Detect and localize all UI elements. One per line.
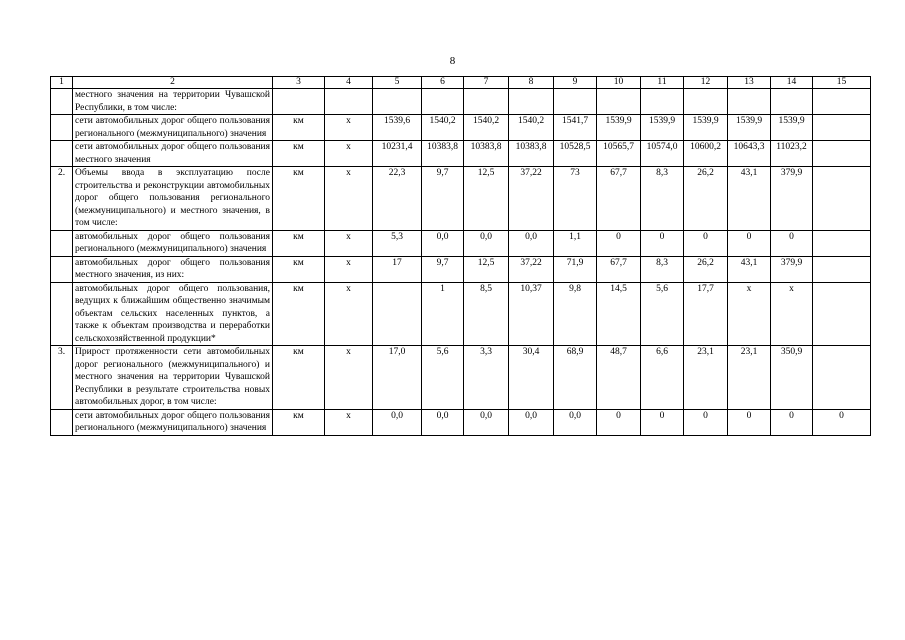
- year-value-cell: 1539,9: [684, 115, 728, 141]
- base-value-cell: х: [325, 256, 373, 282]
- year-value-cell: 0: [728, 230, 771, 256]
- year-value-cell: 5,6: [641, 282, 684, 346]
- column-number-header: 10: [597, 77, 641, 89]
- year-value-cell: [813, 167, 871, 231]
- year-value-cell: 12,5: [464, 167, 509, 231]
- year-value-cell: 5,6: [422, 346, 464, 410]
- table-row: [51, 115, 871, 141]
- year-value-cell: [509, 89, 554, 115]
- indicator-name: Прирост протяженности сети автомобильных дорог регионального (межмуниципального) и местного значения на территории Чувашской Республики в результате строительства новых автомобильных дорог, в том числе:: [73, 346, 273, 410]
- unit-cell: км: [273, 141, 325, 167]
- year-value-cell: 17,0: [373, 346, 422, 410]
- year-value-cell: 11023,2: [771, 141, 813, 167]
- table-row: [51, 141, 871, 167]
- year-value-cell: 1540,2: [422, 115, 464, 141]
- column-number-header: 8: [509, 77, 554, 89]
- row-number: [51, 282, 73, 346]
- year-value-cell: [813, 346, 871, 410]
- base-value-cell: х: [325, 409, 373, 435]
- year-value-cell: [554, 89, 597, 115]
- indicator-name: местного значения на территории Чувашской Республики, в том числе:: [73, 89, 273, 115]
- table-row: [51, 89, 871, 115]
- year-value-cell: 1: [422, 282, 464, 346]
- year-value-cell: 9,8: [554, 282, 597, 346]
- year-value-cell: [684, 89, 728, 115]
- year-value-cell: 30,4: [509, 346, 554, 410]
- year-value-cell: 10565,7: [597, 141, 641, 167]
- base-value-cell: х: [325, 167, 373, 231]
- indicator-name: автомобильных дорог общего пользования, ведущих к ближайшим общественно значимым объектам сельских населенных пунктов, а также к объектам производства и переработки сельскохозяйственной продукции*: [73, 282, 273, 346]
- year-value-cell: [813, 141, 871, 167]
- indicator-name: автомобильных дорог общего пользования местного значения, из них:: [73, 256, 273, 282]
- row-number: [51, 256, 73, 282]
- column-number-header: 9: [554, 77, 597, 89]
- base-value-cell: х: [325, 282, 373, 346]
- year-value-cell: х: [728, 282, 771, 346]
- year-value-cell: 3,3: [464, 346, 509, 410]
- year-value-cell: 12,5: [464, 256, 509, 282]
- year-value-cell: 5,3: [373, 230, 422, 256]
- year-value-cell: 0,0: [509, 230, 554, 256]
- year-value-cell: [597, 89, 641, 115]
- year-value-cell: 10643,3: [728, 141, 771, 167]
- table-row: [51, 256, 871, 282]
- year-value-cell: 0: [813, 409, 871, 435]
- base-value-cell: х: [325, 230, 373, 256]
- year-value-cell: 67,7: [597, 167, 641, 231]
- column-number-header: 1: [51, 77, 73, 89]
- year-value-cell: 1539,9: [641, 115, 684, 141]
- year-value-cell: 0,0: [373, 409, 422, 435]
- page-number: 8: [449, 55, 456, 67]
- table-row: [51, 230, 871, 256]
- base-value-cell: х: [325, 115, 373, 141]
- year-value-cell: 0: [641, 409, 684, 435]
- unit-cell: км: [273, 409, 325, 435]
- year-value-cell: 37,22: [509, 167, 554, 231]
- column-number-header: 5: [373, 77, 422, 89]
- year-value-cell: 10600,2: [684, 141, 728, 167]
- year-value-cell: 0: [641, 230, 684, 256]
- indicator-name: сети автомобильных дорог общего пользования регионального (межмуниципального) значения: [73, 409, 273, 435]
- year-value-cell: 8,3: [641, 167, 684, 231]
- year-value-cell: 26,2: [684, 167, 728, 231]
- row-number: 3.: [51, 346, 73, 410]
- year-value-cell: 0: [597, 230, 641, 256]
- year-value-cell: 8,3: [641, 256, 684, 282]
- year-value-cell: 0,0: [509, 409, 554, 435]
- column-number-header: 15: [813, 77, 871, 89]
- year-value-cell: 10383,8: [422, 141, 464, 167]
- year-value-cell: [813, 115, 871, 141]
- year-value-cell: 73: [554, 167, 597, 231]
- year-value-cell: [813, 256, 871, 282]
- unit-cell: км: [273, 115, 325, 141]
- year-value-cell: 23,1: [684, 346, 728, 410]
- year-value-cell: 1539,6: [373, 115, 422, 141]
- unit-cell: [273, 89, 325, 115]
- unit-cell: км: [273, 282, 325, 346]
- year-value-cell: 379,9: [771, 167, 813, 231]
- year-value-cell: 14,5: [597, 282, 641, 346]
- year-value-cell: 17,7: [684, 282, 728, 346]
- column-number-header: 13: [728, 77, 771, 89]
- indicator-name: сети автомобильных дорог общего пользования регионального (межмуниципального) значения: [73, 115, 273, 141]
- year-value-cell: 1539,9: [728, 115, 771, 141]
- base-value-cell: х: [325, 141, 373, 167]
- year-value-cell: 10,37: [509, 282, 554, 346]
- year-value-cell: 10231,4: [373, 141, 422, 167]
- indicator-name: Объемы ввода в эксплуатацию после строительства и реконструкции автомобильных дорог общего пользования регионального (межмуниципального) и местного значения, в том числе:: [73, 167, 273, 231]
- base-value-cell: [325, 89, 373, 115]
- column-number-header: 14: [771, 77, 813, 89]
- year-value-cell: 43,1: [728, 256, 771, 282]
- row-number: [51, 230, 73, 256]
- base-value-cell: х: [325, 346, 373, 410]
- year-value-cell: 1541,7: [554, 115, 597, 141]
- indicator-name: сети автомобильных дорог общего пользования местного значения: [73, 141, 273, 167]
- row-number: [51, 115, 73, 141]
- year-value-cell: 1,1: [554, 230, 597, 256]
- year-value-cell: [813, 230, 871, 256]
- column-number-header: 12: [684, 77, 728, 89]
- year-value-cell: 17: [373, 256, 422, 282]
- column-number-header: 4: [325, 77, 373, 89]
- unit-cell: км: [273, 230, 325, 256]
- year-value-cell: [813, 89, 871, 115]
- year-value-cell: 23,1: [728, 346, 771, 410]
- year-value-cell: 350,9: [771, 346, 813, 410]
- year-value-cell: 22,3: [373, 167, 422, 231]
- unit-cell: км: [273, 346, 325, 410]
- year-value-cell: [373, 89, 422, 115]
- column-number-header: 7: [464, 77, 509, 89]
- column-number-header: 11: [641, 77, 684, 89]
- year-value-cell: 6,6: [641, 346, 684, 410]
- row-number: 2.: [51, 167, 73, 231]
- table-row: [51, 282, 871, 346]
- column-number-header: 3: [273, 77, 325, 89]
- year-value-cell: [464, 89, 509, 115]
- row-number: [51, 409, 73, 435]
- unit-cell: км: [273, 256, 325, 282]
- year-value-cell: 68,9: [554, 346, 597, 410]
- year-value-cell: 9,7: [422, 256, 464, 282]
- year-value-cell: 0: [684, 230, 728, 256]
- year-value-cell: 1540,2: [464, 115, 509, 141]
- year-value-cell: 48,7: [597, 346, 641, 410]
- year-value-cell: 43,1: [728, 167, 771, 231]
- unit-cell: км: [273, 167, 325, 231]
- year-value-cell: 1540,2: [509, 115, 554, 141]
- year-value-cell: 9,7: [422, 167, 464, 231]
- year-value-cell: 0: [728, 409, 771, 435]
- year-value-cell: 0: [597, 409, 641, 435]
- year-value-cell: 0: [771, 409, 813, 435]
- indicator-table: [50, 76, 871, 436]
- year-value-cell: 1539,9: [597, 115, 641, 141]
- year-value-cell: [373, 282, 422, 346]
- year-value-cell: 67,7: [597, 256, 641, 282]
- year-value-cell: 0: [684, 409, 728, 435]
- header-row: [51, 77, 871, 89]
- row-number: [51, 89, 73, 115]
- year-value-cell: [813, 282, 871, 346]
- year-value-cell: 10383,8: [509, 141, 554, 167]
- year-value-cell: [641, 89, 684, 115]
- year-value-cell: 379,9: [771, 256, 813, 282]
- column-number-header: 6: [422, 77, 464, 89]
- year-value-cell: 71,9: [554, 256, 597, 282]
- year-value-cell: 1539,9: [771, 115, 813, 141]
- table-row: [51, 167, 871, 231]
- table-row: [51, 346, 871, 410]
- year-value-cell: 10528,5: [554, 141, 597, 167]
- year-value-cell: [771, 89, 813, 115]
- year-value-cell: 37,22: [509, 256, 554, 282]
- row-number: [51, 141, 73, 167]
- year-value-cell: 0: [771, 230, 813, 256]
- year-value-cell: х: [771, 282, 813, 346]
- year-value-cell: 8,5: [464, 282, 509, 346]
- year-value-cell: 0,0: [422, 409, 464, 435]
- year-value-cell: [728, 89, 771, 115]
- year-value-cell: 10383,8: [464, 141, 509, 167]
- year-value-cell: [422, 89, 464, 115]
- year-value-cell: 0,0: [422, 230, 464, 256]
- year-value-cell: 0,0: [464, 409, 509, 435]
- table-row: [51, 409, 871, 435]
- year-value-cell: 10574,0: [641, 141, 684, 167]
- year-value-cell: 0,0: [554, 409, 597, 435]
- column-number-header: 2: [73, 77, 273, 89]
- indicator-name: автомобильных дорог общего пользования регионального (межмуниципального) значения: [73, 230, 273, 256]
- year-value-cell: 0,0: [464, 230, 509, 256]
- year-value-cell: 26,2: [684, 256, 728, 282]
